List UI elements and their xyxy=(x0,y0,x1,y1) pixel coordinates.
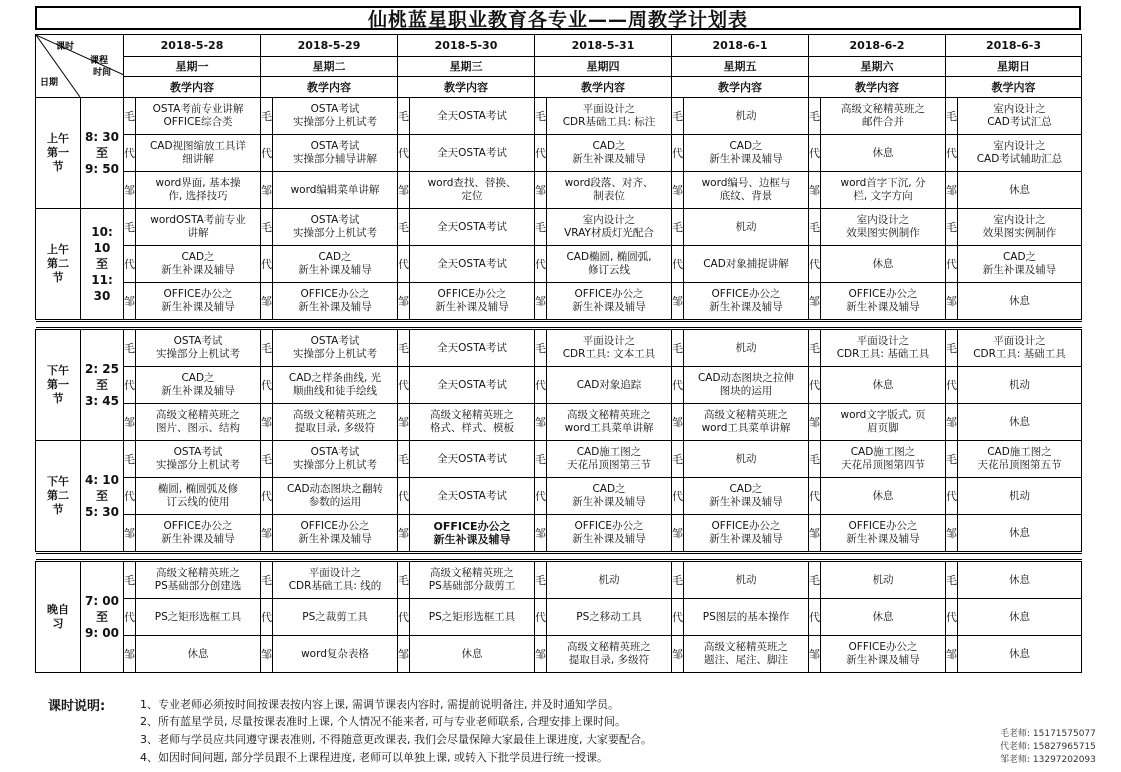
lesson-cell: word段落、对齐、 制表位 xyxy=(547,172,672,209)
lesson-cell: 全天OSTA考试 xyxy=(410,209,535,246)
teacher-cell: 邹 xyxy=(124,172,136,209)
teacher-cell: 邹 xyxy=(946,283,958,320)
lesson-cell: OSTA考试 实操部分上机试考 xyxy=(273,330,398,367)
teacher-cell: 代 xyxy=(398,599,410,636)
period-name: 下午 第一 节 xyxy=(36,330,81,441)
lesson-cell: 室内设计之 效果图实例制作 xyxy=(821,209,946,246)
lesson-cell: word首字下沉, 分 栏, 文字方向 xyxy=(821,172,946,209)
lesson-cell: 高级文秘精英班之 邮件合并 xyxy=(821,98,946,135)
lesson-cell: CAD施工图之 天花吊顶图第四节 xyxy=(821,441,946,478)
lesson-cell: OFFICE办公之 新生补课及辅导 xyxy=(684,515,809,552)
teacher-cell: 邹 xyxy=(398,636,410,673)
teacher-cell: 邹 xyxy=(398,404,410,441)
teacher-cell: 毛 xyxy=(398,98,410,135)
lesson-cell: word查找、替换、 定位 xyxy=(410,172,535,209)
lesson-cell: OFFICE办公之 新生补课及辅导 xyxy=(273,515,398,552)
lesson-cell: PS之矩形选框工具 xyxy=(136,599,261,636)
lesson-cell: 休息 xyxy=(958,636,1082,673)
section-divider xyxy=(36,320,1082,330)
teacher-cell: 代 xyxy=(124,367,136,404)
teacher-cell: 毛 xyxy=(398,562,410,599)
teacher-cell: 毛 xyxy=(672,562,684,599)
weekday-header: 星期六 xyxy=(809,56,946,77)
content-header: 教学内容 xyxy=(809,77,946,98)
teacher-cell: 毛 xyxy=(535,98,547,135)
lesson-cell: 休息 xyxy=(821,478,946,515)
teacher-cell: 毛 xyxy=(261,562,273,599)
date-header: 2018-5-29 xyxy=(261,35,398,57)
teacher-cell: 代 xyxy=(398,478,410,515)
lesson-cell: CAD之 新生补课及辅导 xyxy=(684,135,809,172)
date-header: 2018-5-30 xyxy=(398,35,535,57)
lesson-cell: 高级文秘精英班之 PS基础部分创建选 xyxy=(136,562,261,599)
teacher-cell: 代 xyxy=(261,367,273,404)
teacher-cell: 代 xyxy=(261,246,273,283)
teacher-cell: 代 xyxy=(672,246,684,283)
teacher-cell: 邹 xyxy=(809,515,821,552)
teacher-cell: 毛 xyxy=(946,562,958,599)
lesson-cell: 椭圆, 椭圆弧及修 订云线的使用 xyxy=(136,478,261,515)
teacher-cell: 邹 xyxy=(672,515,684,552)
lesson-cell: OFFICE办公之 新生补课及辅导 xyxy=(136,515,261,552)
period-name: 上午 第二 节 xyxy=(36,209,81,320)
teacher-cell: 毛 xyxy=(398,441,410,478)
lesson-cell: 全天OSTA考试 xyxy=(410,478,535,515)
teacher-cell: 代 xyxy=(672,367,684,404)
contact-zou: 邹老师: 13297202093 xyxy=(1000,755,1096,765)
teacher-cell: 邹 xyxy=(261,172,273,209)
teacher-cell: 毛 xyxy=(946,441,958,478)
period-name: 晚自 习 xyxy=(36,562,81,673)
date-header: 2018-6-3 xyxy=(946,35,1082,57)
lesson-cell: OFFICE办公之 新生补课及辅导 xyxy=(273,283,398,320)
teacher-cell: 邹 xyxy=(261,283,273,320)
content-header: 教学内容 xyxy=(946,77,1082,98)
lesson-cell: 机动 xyxy=(958,478,1082,515)
date-header: 2018-6-1 xyxy=(672,35,809,57)
lesson-cell: wordOSTA考前专业 讲解 xyxy=(136,209,261,246)
teacher-cell: 代 xyxy=(124,135,136,172)
corner-cell xyxy=(36,35,124,98)
lesson-cell: OSTA考试 实操部分上机试考 xyxy=(136,441,261,478)
lesson-cell: CAD对象追踪 xyxy=(547,367,672,404)
lesson-cell: 机动 xyxy=(547,562,672,599)
lesson-cell: OFFICE办公之 新生补课及辅导 xyxy=(821,515,946,552)
lesson-cell: 平面设计之 CDR工具: 基础工具 xyxy=(821,330,946,367)
lesson-cell: 高级文秘精英班之 提取目录, 多级符 xyxy=(273,404,398,441)
teacher-cell: 代 xyxy=(672,599,684,636)
teacher-cell: 代 xyxy=(261,478,273,515)
lesson-cell: 室内设计之 CAD考试汇总 xyxy=(958,98,1082,135)
teacher-cell: 代 xyxy=(809,246,821,283)
lesson-cell: PS图层的基本操作 xyxy=(684,599,809,636)
teacher-cell: 毛 xyxy=(946,330,958,367)
lesson-cell: OFFICE办公之 新生补课及辅导 xyxy=(410,515,535,552)
contact-mao: 毛老师: 15171575077 xyxy=(1000,729,1096,739)
lesson-cell: PS之移动工具 xyxy=(547,599,672,636)
teacher-cell: 邹 xyxy=(261,404,273,441)
lesson-cell: 室内设计之 CAD考试辅助汇总 xyxy=(958,135,1082,172)
teacher-cell: 邹 xyxy=(535,283,547,320)
lesson-cell: 休息 xyxy=(136,636,261,673)
teacher-cell: 毛 xyxy=(124,330,136,367)
lesson-cell: 休息 xyxy=(958,562,1082,599)
lesson-cell: OSTA考试 实操部分上机试考 xyxy=(136,330,261,367)
lesson-cell: 机动 xyxy=(684,562,809,599)
lesson-cell: OSTA考试 实操部分辅导讲解 xyxy=(273,135,398,172)
lesson-cell: CAD之 新生补课及辅导 xyxy=(136,246,261,283)
lesson-cell: 休息 xyxy=(821,599,946,636)
teacher-cell: 邹 xyxy=(946,172,958,209)
lesson-cell: OSTA考前专业讲解 OFFICE综合类 xyxy=(136,98,261,135)
lesson-cell: CAD动态图块之翻转 参数的运用 xyxy=(273,478,398,515)
teacher-cell: 代 xyxy=(809,367,821,404)
lesson-cell: CAD动态图块之拉伸 图块的运用 xyxy=(684,367,809,404)
teacher-cell: 邹 xyxy=(672,636,684,673)
lesson-cell: 休息 xyxy=(958,404,1082,441)
teacher-cell: 邹 xyxy=(946,404,958,441)
lesson-cell: 休息 xyxy=(958,172,1082,209)
section-divider xyxy=(36,552,1082,562)
teacher-cell: 邹 xyxy=(672,283,684,320)
lesson-cell: 全天OSTA考试 xyxy=(410,135,535,172)
teacher-cell: 邹 xyxy=(946,636,958,673)
period-time: 2: 25 至 3: 45 xyxy=(81,330,124,441)
teacher-cell: 邹 xyxy=(124,404,136,441)
content-header: 教学内容 xyxy=(672,77,809,98)
teacher-cell: 代 xyxy=(946,135,958,172)
teacher-cell: 毛 xyxy=(809,441,821,478)
lesson-cell: PS之矩形选框工具 xyxy=(410,599,535,636)
schedule-sheet xyxy=(35,6,1081,673)
lesson-cell: 高级文秘精英班之 图片、图示、结构 xyxy=(136,404,261,441)
lesson-cell: word编号、边框与 底纹、背景 xyxy=(684,172,809,209)
lesson-cell: 机动 xyxy=(684,98,809,135)
teacher-cell: 代 xyxy=(124,599,136,636)
teacher-cell: 代 xyxy=(535,367,547,404)
lesson-cell: 高级文秘精英班之 格式、样式、模板 xyxy=(410,404,535,441)
teacher-cell: 邹 xyxy=(672,172,684,209)
period-name: 上午 第一 节 xyxy=(36,98,81,209)
period-time: 10: 10 至 11: 30 xyxy=(81,209,124,320)
lesson-cell: 休息 xyxy=(958,515,1082,552)
teacher-cell: 代 xyxy=(124,246,136,283)
teacher-cell: 邹 xyxy=(124,515,136,552)
lesson-cell: word编辑菜单讲解 xyxy=(273,172,398,209)
lesson-cell: CAD之 新生补课及辅导 xyxy=(547,135,672,172)
teacher-cell: 代 xyxy=(535,478,547,515)
teacher-cell: 毛 xyxy=(124,441,136,478)
lesson-cell: 平面设计之 CDR基础工具: 标注 xyxy=(547,98,672,135)
note-4: 4、如因时间问题, 部分学员跟不上课程进度, 老师可以单独上课, 或转入下批学员进行统一授课。 xyxy=(140,751,608,764)
teacher-cell: 邹 xyxy=(809,636,821,673)
lesson-cell: CAD之 新生补课及辅导 xyxy=(273,246,398,283)
teacher-cell: 毛 xyxy=(809,562,821,599)
teacher-cell: 邹 xyxy=(809,283,821,320)
schedule-table xyxy=(35,34,1082,673)
content-header: 教学内容 xyxy=(535,77,672,98)
lesson-cell: OFFICE办公之 新生补课及辅导 xyxy=(821,283,946,320)
teacher-cell: 邹 xyxy=(535,636,547,673)
date-header: 2018-5-28 xyxy=(124,35,261,57)
teacher-cell: 毛 xyxy=(809,330,821,367)
lesson-cell: 休息 xyxy=(821,135,946,172)
content-header: 教学内容 xyxy=(124,77,261,98)
teacher-cell: 代 xyxy=(946,599,958,636)
lesson-cell: 全天OSTA考试 xyxy=(410,246,535,283)
lesson-cell: 休息 xyxy=(958,599,1082,636)
teacher-cell: 代 xyxy=(672,478,684,515)
weekday-header: 星期五 xyxy=(672,56,809,77)
lesson-cell: OFFICE办公之 新生补课及辅导 xyxy=(684,283,809,320)
lesson-cell: 平面设计之 CDR工具: 基础工具 xyxy=(958,330,1082,367)
lesson-cell: 机动 xyxy=(684,330,809,367)
corner-time-a: 课程 xyxy=(90,56,109,66)
lesson-cell: CAD对象捕捉讲解 xyxy=(684,246,809,283)
teacher-cell: 邹 xyxy=(261,636,273,673)
teacher-cell: 代 xyxy=(124,478,136,515)
lesson-cell: 机动 xyxy=(684,441,809,478)
corner-diagonals xyxy=(36,35,124,97)
sheet-title: 仙桃蓝星职业教育各专业——周教学计划表 xyxy=(35,6,1081,30)
teacher-cell: 代 xyxy=(261,599,273,636)
teacher-cell: 毛 xyxy=(672,209,684,246)
teacher-contacts xyxy=(1000,728,1096,767)
teacher-cell: 毛 xyxy=(535,441,547,478)
teacher-cell: 毛 xyxy=(809,209,821,246)
weekday-header: 星期四 xyxy=(535,56,672,77)
note-3: 3、老师与学员应共同遵守课表准则, 不得随意更改课表, 我们会尽量保障大家最佳上课进度, 大家要配合。 xyxy=(140,733,652,746)
lesson-cell: CAD视图缩放工具详 细讲解 xyxy=(136,135,261,172)
teacher-cell: 邹 xyxy=(124,283,136,320)
lesson-cell: OSTA考试 实操部分上机试考 xyxy=(273,209,398,246)
lesson-cell: CAD之样条曲线, 光 顺曲线和徒手绘线 xyxy=(273,367,398,404)
lesson-cell: CAD施工图之 天花吊顶图第三节 xyxy=(547,441,672,478)
teacher-cell: 代 xyxy=(398,367,410,404)
lesson-cell: 高级文秘精英班之 提取目录, 多级符 xyxy=(547,636,672,673)
corner-time-b: 时间 xyxy=(93,68,112,78)
period-name: 下午 第二 节 xyxy=(36,441,81,552)
teacher-cell: 毛 xyxy=(398,330,410,367)
lesson-cell: OFFICE办公之 新生补课及辅导 xyxy=(547,283,672,320)
teacher-cell: 毛 xyxy=(535,209,547,246)
teacher-cell: 邹 xyxy=(535,172,547,209)
teacher-cell: 毛 xyxy=(946,98,958,135)
teacher-cell: 毛 xyxy=(124,209,136,246)
lesson-cell: 平面设计之 CDR基础工具: 线的 xyxy=(273,562,398,599)
lesson-cell: 高级文秘精英班之 word工具菜单讲解 xyxy=(547,404,672,441)
date-header: 2018-5-31 xyxy=(535,35,672,57)
teacher-cell: 代 xyxy=(946,367,958,404)
teacher-cell: 代 xyxy=(535,599,547,636)
contact-dai: 代老师: 15827965715 xyxy=(1000,742,1096,752)
teacher-cell: 代 xyxy=(809,135,821,172)
teacher-cell: 毛 xyxy=(261,441,273,478)
date-header: 2018-6-2 xyxy=(809,35,946,57)
weekday-header: 星期三 xyxy=(398,56,535,77)
teacher-cell: 毛 xyxy=(946,209,958,246)
teacher-cell: 毛 xyxy=(124,98,136,135)
teacher-cell: 邹 xyxy=(809,404,821,441)
lesson-cell: 高级文秘精英班之 题注、尾注、脚注 xyxy=(684,636,809,673)
teacher-cell: 邹 xyxy=(398,172,410,209)
lesson-cell: OSTA考试 实操部分上机试考 xyxy=(273,441,398,478)
lesson-cell: 休息 xyxy=(821,367,946,404)
teacher-cell: 毛 xyxy=(261,209,273,246)
content-header: 教学内容 xyxy=(261,77,398,98)
teacher-cell: 邹 xyxy=(809,172,821,209)
weekday-header: 星期日 xyxy=(946,56,1082,77)
teacher-cell: 邹 xyxy=(672,404,684,441)
lesson-cell: CAD之 新生补课及辅导 xyxy=(136,367,261,404)
lesson-cell: 全天OSTA考试 xyxy=(410,367,535,404)
lesson-cell: 机动 xyxy=(821,562,946,599)
lesson-cell: 机动 xyxy=(958,367,1082,404)
weekday-header: 星期二 xyxy=(261,56,398,77)
lesson-cell: 休息 xyxy=(958,283,1082,320)
teacher-cell: 毛 xyxy=(672,441,684,478)
teacher-cell: 代 xyxy=(398,135,410,172)
notes-label: 课时说明: xyxy=(48,699,106,714)
teacher-cell: 代 xyxy=(809,478,821,515)
corner-riqi: 日期 xyxy=(40,78,59,88)
lesson-cell: 机动 xyxy=(684,209,809,246)
lesson-cell: CAD椭圆, 椭圆弧, 修订云线 xyxy=(547,246,672,283)
teacher-cell: 代 xyxy=(946,478,958,515)
teacher-cell: 邹 xyxy=(535,515,547,552)
note-2: 2、所有蓝星学员, 尽量按课表准时上课, 个人情况不能来者, 可与专业老师联系, 合理安排上课时间。 xyxy=(140,715,626,728)
teacher-cell: 毛 xyxy=(672,98,684,135)
lesson-cell: CAD施工图之 天花吊顶图第五节 xyxy=(958,441,1082,478)
teacher-cell: 邹 xyxy=(946,515,958,552)
teacher-cell: 邹 xyxy=(398,283,410,320)
lesson-cell: 全天OSTA考试 xyxy=(410,441,535,478)
teacher-cell: 代 xyxy=(535,135,547,172)
teacher-cell: 毛 xyxy=(535,330,547,367)
lesson-cell: CAD之 新生补课及辅导 xyxy=(958,246,1082,283)
lesson-cell: word复杂表格 xyxy=(273,636,398,673)
teacher-cell: 代 xyxy=(261,135,273,172)
lesson-cell: 室内设计之 效果图实例制作 xyxy=(958,209,1082,246)
lesson-cell: PS之裁剪工具 xyxy=(273,599,398,636)
teacher-cell: 代 xyxy=(672,135,684,172)
lesson-cell: 室内设计之 VRAY材质灯光配合 xyxy=(547,209,672,246)
lesson-cell: 休息 xyxy=(821,246,946,283)
note-1: 1、专业老师必须按时间按课表按内容上课, 需调节课表内容时, 需提前说明备注, 并及时通知学员。 xyxy=(140,698,619,711)
lesson-cell: 高级文秘精英班之 word工具菜单讲解 xyxy=(684,404,809,441)
teacher-cell: 代 xyxy=(809,599,821,636)
lesson-cell: 休息 xyxy=(410,636,535,673)
period-time: 7: 00 至 9: 00 xyxy=(81,562,124,673)
period-time: 4: 10 至 5: 30 xyxy=(81,441,124,552)
teacher-cell: 邹 xyxy=(398,515,410,552)
teacher-cell: 毛 xyxy=(535,562,547,599)
teacher-cell: 代 xyxy=(398,246,410,283)
lesson-cell: CAD之 新生补课及辅导 xyxy=(684,478,809,515)
lesson-cell: OFFICE办公之 新生补课及辅导 xyxy=(410,283,535,320)
teacher-cell: 邹 xyxy=(261,515,273,552)
teacher-cell: 毛 xyxy=(124,562,136,599)
teacher-cell: 毛 xyxy=(398,209,410,246)
period-time: 8: 30 至 9: 50 xyxy=(81,98,124,209)
teacher-cell: 毛 xyxy=(672,330,684,367)
teacher-cell: 代 xyxy=(946,246,958,283)
lesson-cell: CAD之 新生补课及辅导 xyxy=(547,478,672,515)
lesson-cell: 全天OSTA考试 xyxy=(410,330,535,367)
teacher-cell: 代 xyxy=(535,246,547,283)
content-header: 教学内容 xyxy=(398,77,535,98)
lesson-cell: OSTA考试 实操部分上机试考 xyxy=(273,98,398,135)
weekday-header: 星期一 xyxy=(124,56,261,77)
lesson-cell: word文字版式, 页 眉页脚 xyxy=(821,404,946,441)
teacher-cell: 邹 xyxy=(535,404,547,441)
teacher-cell: 邹 xyxy=(124,636,136,673)
corner-keshi: 课时 xyxy=(56,42,75,52)
lesson-cell: word界面, 基本操 作, 选择技巧 xyxy=(136,172,261,209)
lesson-cell: OFFICE办公之 新生补课及辅导 xyxy=(821,636,946,673)
teacher-cell: 毛 xyxy=(261,330,273,367)
lesson-cell: 高级文秘精英班之 PS基础部分裁剪工 xyxy=(410,562,535,599)
teacher-cell: 毛 xyxy=(809,98,821,135)
lesson-cell: 平面设计之 CDR工具: 文本工具 xyxy=(547,330,672,367)
teacher-cell: 毛 xyxy=(261,98,273,135)
lesson-cell: OFFICE办公之 新生补课及辅导 xyxy=(547,515,672,552)
lesson-cell: 全天OSTA考试 xyxy=(410,98,535,135)
lesson-cell: OFFICE办公之 新生补课及辅导 xyxy=(136,283,261,320)
